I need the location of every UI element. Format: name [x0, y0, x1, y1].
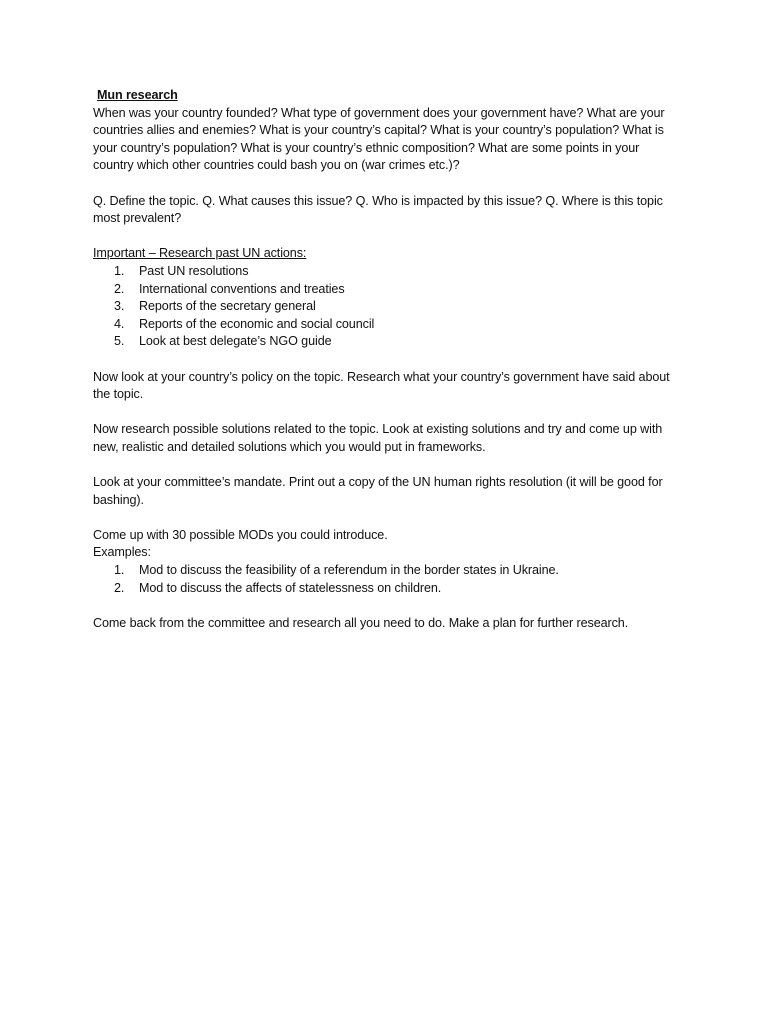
policy-paragraph: Now look at your country’s policy on the topic. Research what your country’s government have said about the topic. — [93, 369, 670, 402]
closing-paragraph: Come back from the committee and research all you need to do. Make a plan for further research. — [93, 615, 629, 630]
list-item-text: Reports of the economic and social council — [139, 316, 375, 331]
list-item-number: 1. — [114, 563, 125, 578]
mandate-paragraph: Look at your committee’s mandate. Print out a copy of the UN human rights resolution (it will be good for bashing). — [93, 475, 663, 507]
list-item-number: 5. — [114, 334, 125, 349]
important-heading: Important – Research past UN actions: — [93, 246, 307, 261]
solutions-paragraph: Now research possible solutions related to the topic. Look at existing solutions and try and come up with new, realistic and detailed solutions which you would put in frameworks. — [93, 422, 663, 454]
list-item-text: Reports of the secretary general — [139, 299, 316, 314]
list-item-number: 3. — [114, 299, 125, 314]
questions-paragraph: Q. Define the topic. Q. What causes this issue? Q. Who is impacted by this issue? Q. Where is this topic most prevalent? — [93, 193, 663, 226]
list-item — [93, 333, 683, 351]
list-item — [93, 316, 683, 334]
important-list — [93, 263, 683, 351]
list-item-text: International conventions and treaties — [139, 281, 345, 296]
list-item — [93, 580, 683, 598]
list-item — [93, 263, 683, 281]
document-body — [93, 87, 683, 650]
list-item-number: 2. — [114, 580, 125, 595]
list-item-number: 4. — [114, 316, 125, 331]
list-item — [93, 562, 683, 580]
list-item-text: Look at best delegate’s NGO guide — [139, 334, 332, 349]
list-item-number: 1. — [114, 263, 125, 278]
intro-paragraph: When was your country founded? What type of government does your government have? What are your countries allies and enemies? What is your country’s capital? What is your country’s population? What is your country’s population? What is your country’s ethnic composition? What are some points in your country which other countries could bash you on (war crimes etc.)? — [93, 105, 665, 173]
list-item-text: Mod to discuss the affects of statelessness on children. — [139, 580, 442, 595]
list-item-text: Past UN resolutions — [139, 263, 249, 278]
list-item-number: 2. — [114, 281, 125, 296]
examples-list — [93, 562, 683, 597]
list-item-text: Mod to discuss the feasibility of a referendum in the border states in Ukraine. — [139, 563, 559, 578]
list-item — [93, 298, 683, 316]
examples-label: Examples: — [93, 545, 151, 560]
document-title: Mun research — [97, 88, 178, 102]
mods-intro: Come up with 30 possible MODs you could introduce. — [93, 527, 388, 542]
list-item — [93, 281, 683, 299]
